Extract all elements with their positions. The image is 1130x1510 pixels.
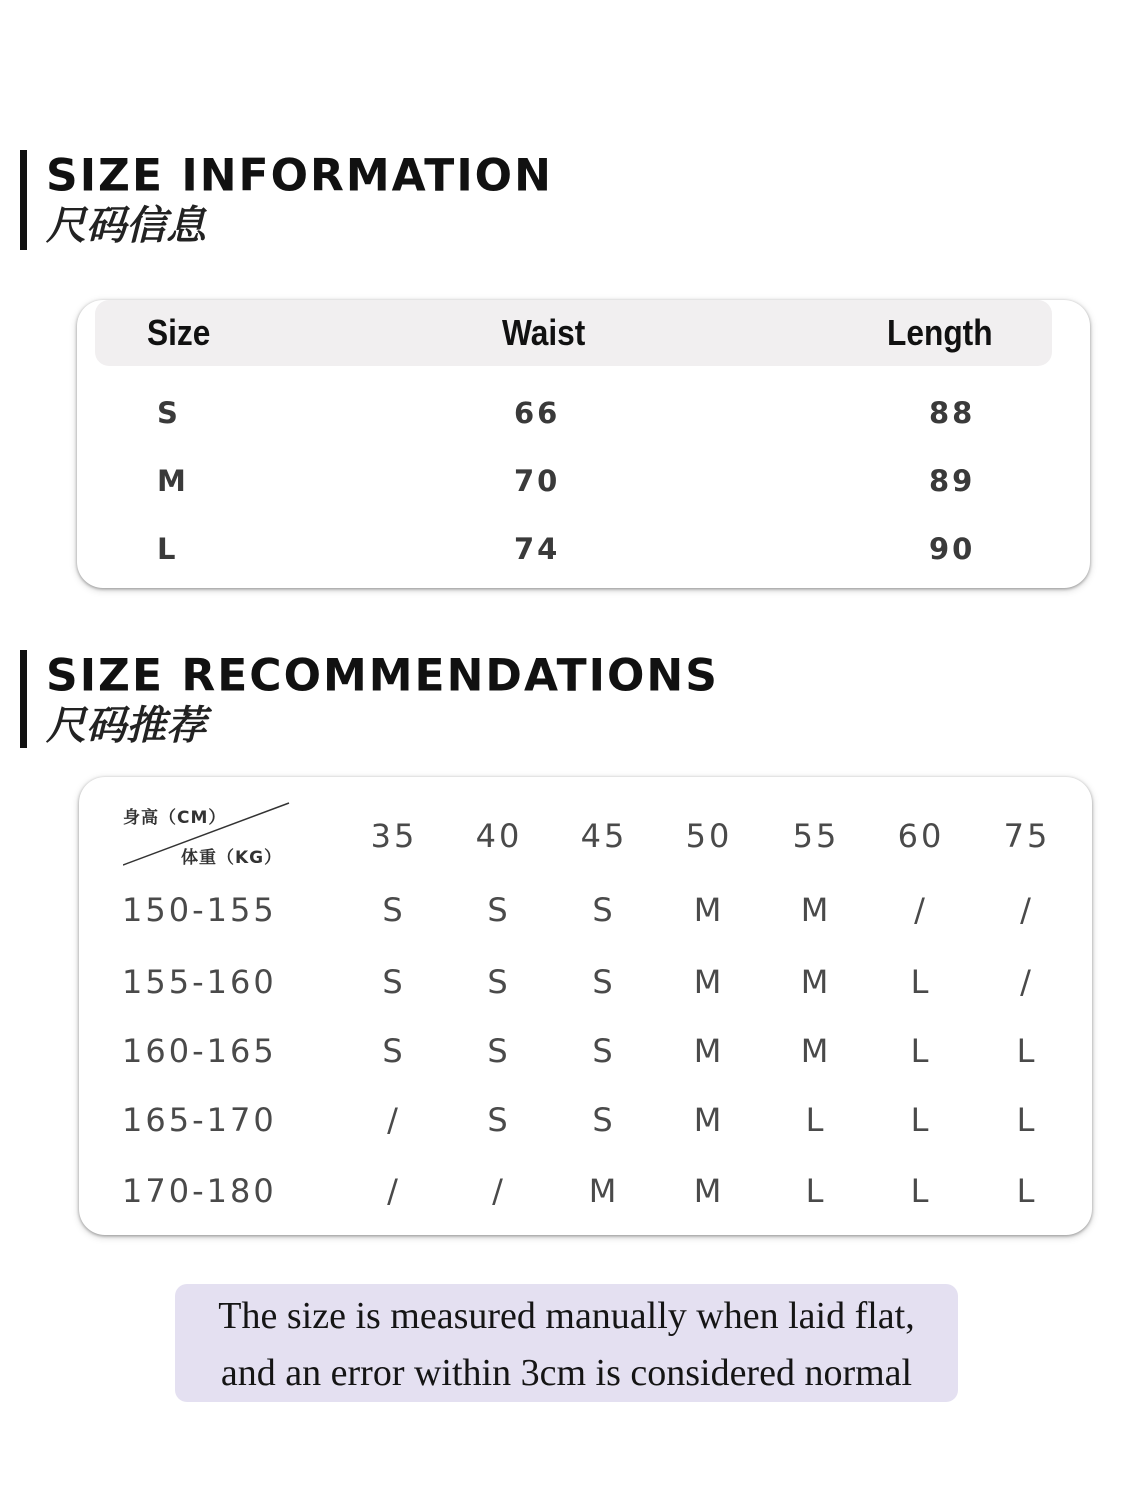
weight-header-cell: 45: [580, 817, 628, 855]
note-line-1: The size is measured manually when laid flat,: [218, 1295, 915, 1337]
size-information-title-en: SIZE INFORMATION: [46, 149, 553, 202]
weight-header-cell: 75: [1003, 817, 1051, 855]
weight-header-cell: 40: [475, 817, 523, 855]
size-recommendations-title-cn: 尺码推荐: [46, 703, 206, 749]
size-recommendations-card: [79, 777, 1092, 1235]
length-cell: 88: [929, 396, 976, 430]
recommended-size-cell: L: [910, 1032, 932, 1070]
recommended-size-cell: /: [914, 891, 928, 929]
recommended-size-cell: M: [693, 963, 725, 1001]
recommended-size-cell: L: [1016, 1172, 1038, 1210]
recommended-size-cell: S: [487, 1032, 511, 1070]
height-range-cell: 160-165: [122, 1032, 277, 1070]
recommended-size-cell: /: [387, 1172, 401, 1210]
size-information-heading: [20, 150, 620, 250]
weight-header-cell: 35: [370, 817, 418, 855]
recommended-size-cell: S: [592, 1032, 616, 1070]
recommended-size-cell: M: [693, 1032, 725, 1070]
size-cell: L: [157, 532, 179, 566]
recommended-size-cell: S: [382, 1032, 406, 1070]
corner-weight-label: 体重（KG）: [181, 848, 283, 868]
recommended-size-cell: L: [1016, 1101, 1038, 1139]
size-information-title-cn: 尺码信息: [46, 203, 206, 249]
recommended-size-cell: /: [1020, 963, 1034, 1001]
size-table-header-row: [95, 300, 1052, 366]
note-line-2: and an error within 3cm is considered normal: [220, 1352, 913, 1394]
header-waist: Waist: [502, 312, 586, 353]
size-information-card: [77, 300, 1090, 588]
size-cell: S: [157, 396, 181, 430]
corner-header: [123, 799, 298, 869]
length-cell: 90: [929, 532, 976, 566]
recommended-size-cell: /: [387, 1101, 401, 1139]
recommended-size-cell: S: [487, 963, 511, 1001]
recommended-size-cell: S: [382, 891, 406, 929]
size-recommendations-title-en: SIZE RECOMMENDATIONS: [46, 649, 719, 702]
recommended-size-cell: S: [487, 1101, 511, 1139]
waist-cell: 74: [514, 532, 561, 566]
recommended-size-cell: /: [1020, 891, 1034, 929]
recommended-size-cell: L: [1016, 1032, 1038, 1070]
recommended-size-cell: L: [910, 1101, 932, 1139]
weight-header-cell: 50: [685, 817, 733, 855]
heading-accent-bar: [20, 650, 27, 748]
recommended-size-cell: M: [693, 1172, 725, 1210]
recommended-size-cell: S: [592, 891, 616, 929]
heading-accent-bar: [20, 150, 27, 250]
weight-header-cell: 55: [792, 817, 840, 855]
recommended-size-cell: M: [693, 1101, 725, 1139]
measurement-note: [175, 1284, 958, 1402]
recommended-size-cell: L: [910, 1172, 932, 1210]
recommended-size-cell: S: [382, 963, 406, 1001]
height-range-cell: 150-155: [122, 891, 277, 929]
header-length: Length: [887, 312, 993, 353]
waist-cell: 66: [514, 396, 561, 430]
recommended-size-cell: S: [487, 891, 511, 929]
corner-height-label: 身高（CM）: [123, 808, 227, 828]
recommended-size-cell: S: [592, 963, 616, 1001]
recommended-size-cell: M: [693, 891, 725, 929]
header-size: Size: [147, 312, 211, 353]
size-cell: M: [157, 464, 189, 498]
recommended-size-cell: M: [800, 1032, 832, 1070]
length-cell: 89: [929, 464, 976, 498]
waist-cell: 70: [514, 464, 561, 498]
recommended-size-cell: M: [800, 891, 832, 929]
recommended-size-cell: L: [805, 1101, 827, 1139]
height-range-cell: 165-170: [122, 1101, 277, 1139]
height-range-cell: 170-180: [122, 1172, 277, 1210]
recommended-size-cell: /: [492, 1172, 506, 1210]
height-range-cell: 155-160: [122, 963, 277, 1001]
recommended-size-cell: L: [910, 963, 932, 1001]
size-recommendations-heading: [20, 649, 719, 749]
recommended-size-cell: M: [588, 1172, 620, 1210]
recommended-size-cell: S: [592, 1101, 616, 1139]
weight-header-cell: 60: [897, 817, 945, 855]
recommended-size-cell: L: [805, 1172, 827, 1210]
recommended-size-cell: M: [800, 963, 832, 1001]
